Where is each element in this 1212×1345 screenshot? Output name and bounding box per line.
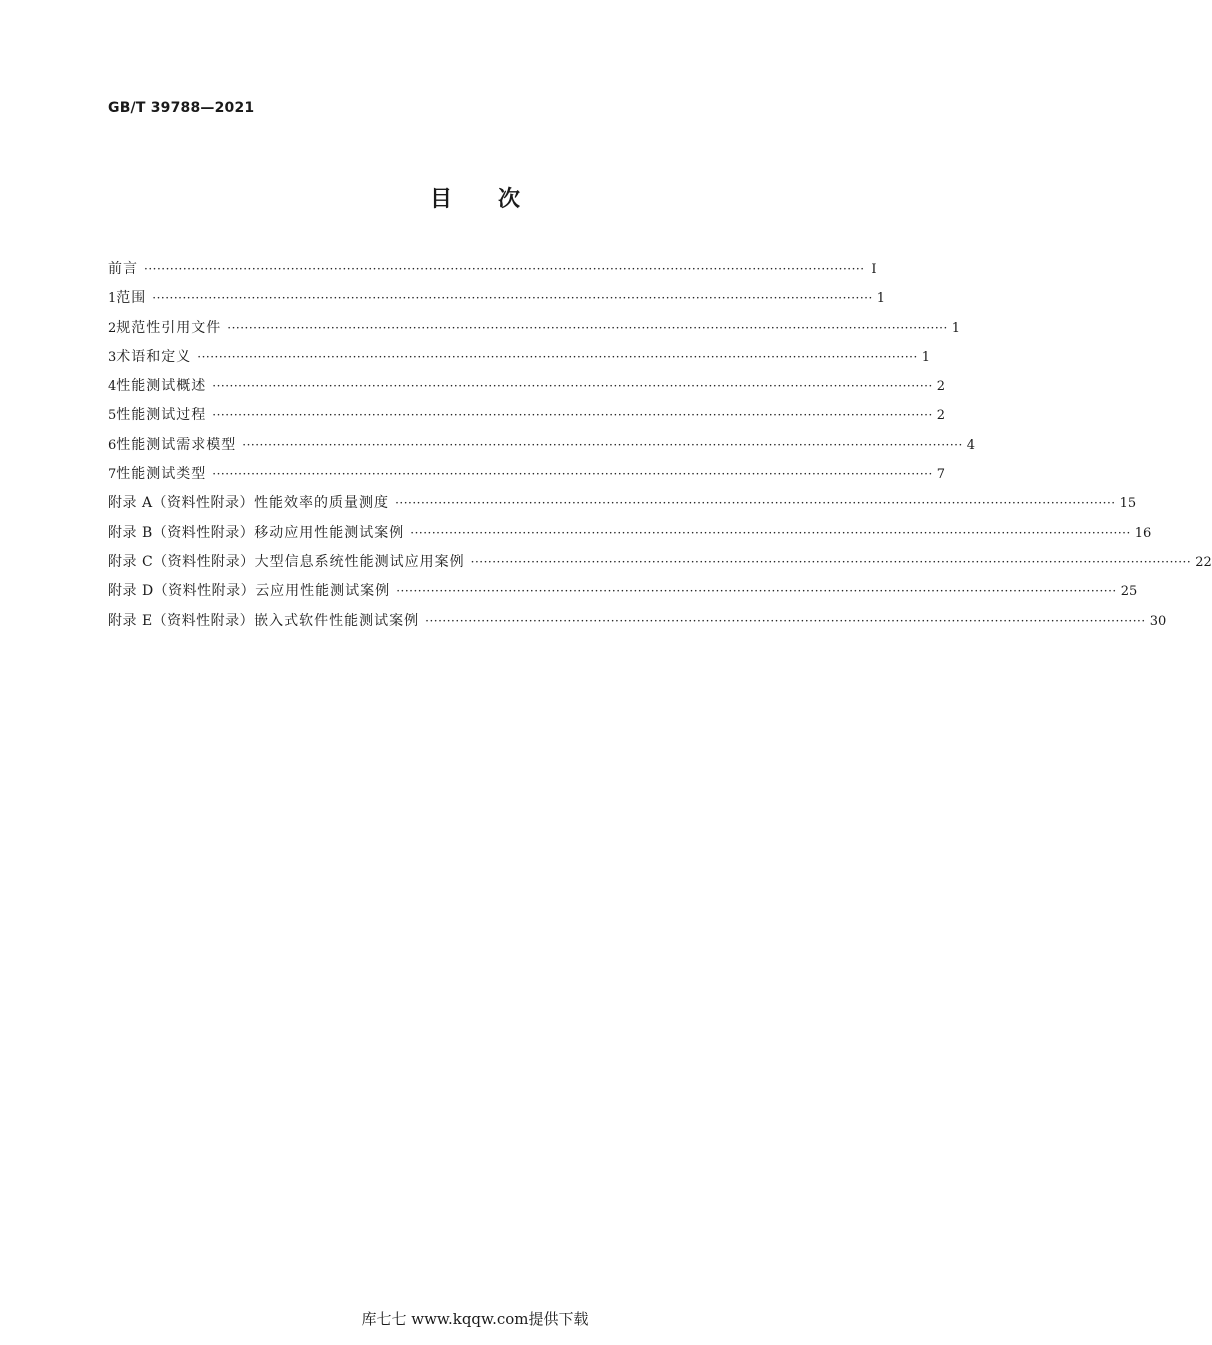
- toc-leader-dots: ·······································································································································································: [144, 262, 865, 276]
- toc-page-number: 7: [936, 467, 946, 483]
- toc-entry-1[interactable]: [108, 287, 886, 316]
- title-char-1: 目: [429, 187, 452, 212]
- toc-page-number: 2: [936, 408, 946, 424]
- toc-entry-appendix-d[interactable]: [108, 580, 1138, 609]
- toc-leader-dots: ·······································································································································································: [212, 408, 933, 423]
- toc-leader-dots: ·······································································································································································: [470, 554, 1192, 569]
- toc-entry-label: 术语和定义: [116, 348, 192, 365]
- toc-entry-label: 规范性引用文件: [116, 319, 222, 336]
- toc-entry-4[interactable]: [108, 375, 946, 404]
- toc-leader-dots: ·······································································································································································: [410, 525, 1131, 540]
- toc-entry-appendix-c[interactable]: [108, 551, 1212, 580]
- toc-entry-number: 7: [108, 467, 117, 483]
- toc-entry-label: 移动应用性能测试案例: [254, 524, 405, 541]
- toc-entry-number: 1: [108, 291, 117, 307]
- page-title: [0, 182, 950, 213]
- toc-entry-label: 性能效率的质量测度: [254, 495, 390, 512]
- toc-page-number: 2: [936, 379, 946, 395]
- toc-entry-5[interactable]: [108, 404, 946, 433]
- toc-entry-label: 范围: [116, 290, 147, 307]
- toc-entry-number: 3: [108, 349, 117, 365]
- toc-entry-label: 性能测试类型: [116, 466, 207, 483]
- toc-appendix-prefix: 附录 A（资料性附录）: [108, 495, 255, 512]
- toc-entry-2[interactable]: [108, 317, 961, 346]
- toc-appendix-prefix: 附录 E（资料性附录）: [108, 612, 255, 629]
- toc-entry-7[interactable]: [108, 463, 946, 492]
- toc-entry-label: 嵌入式软件性能测试案例: [254, 612, 420, 629]
- toc-leader-dots: ·······································································································································································: [396, 584, 1117, 599]
- toc-appendix-prefix: 附录 D（资料性附录）: [108, 583, 256, 600]
- toc-page-number: 25: [1120, 584, 1138, 600]
- toc-leader-dots: ·······································································································································································: [197, 349, 918, 364]
- standard-code: GB/T 39788—2021: [108, 100, 255, 116]
- toc-page-number: 16: [1134, 525, 1152, 541]
- toc-entry-appendix-e[interactable]: [108, 610, 1167, 639]
- toc-leader-dots: ·······································································································································································: [395, 496, 1116, 511]
- toc-entry-appendix-b[interactable]: [108, 522, 1152, 551]
- toc-page-number: 1: [876, 291, 886, 307]
- toc-entry-label: 性能测试过程: [116, 407, 207, 424]
- toc-page-number: 4: [966, 437, 976, 453]
- toc-appendix-prefix: 附录 C（资料性附录）: [108, 553, 255, 570]
- toc-page-number: 30: [1149, 613, 1167, 629]
- toc-entry-label: 大型信息系统性能测试应用案例: [254, 553, 465, 570]
- toc-entry-number: 2: [108, 320, 117, 336]
- table-of-contents: [108, 258, 1212, 639]
- toc-entry-6[interactable]: [108, 434, 976, 463]
- toc-page-number: Ⅰ: [871, 262, 877, 277]
- toc-leader-dots: ·······································································································································································: [242, 437, 963, 452]
- toc-entry-appendix-a[interactable]: [108, 492, 1137, 521]
- toc-leader-dots: ·······································································································································································: [425, 613, 1146, 628]
- toc-leader-dots: ·······································································································································································: [227, 320, 948, 335]
- toc-entry-label: 前言: [108, 261, 138, 277]
- toc-entry-3[interactable]: [108, 346, 931, 375]
- toc-page-number: 1: [951, 320, 961, 336]
- toc-page-number: 22: [1195, 554, 1212, 570]
- toc-entry-label: 性能测试概述: [116, 378, 207, 395]
- toc-entry-label: 性能测试需求模型: [116, 436, 237, 453]
- toc-leader-dots: ·······································································································································································: [152, 291, 873, 306]
- toc-entry-label: 云应用性能测试案例: [255, 583, 391, 600]
- toc-entry-number: 6: [108, 437, 117, 453]
- title-char-2: 次: [498, 187, 521, 212]
- toc-page-number: 15: [1119, 496, 1137, 512]
- toc-entry-number: 4: [108, 379, 117, 395]
- toc-appendix-prefix: 附录 B（资料性附录）: [108, 524, 255, 541]
- toc-leader-dots: ·······································································································································································: [212, 379, 933, 394]
- download-footer: 库七七 www.kqqw.com提供下载: [361, 1310, 589, 1328]
- toc-page-number: 1: [921, 349, 931, 365]
- toc-entry-foreword[interactable]: [108, 258, 877, 287]
- toc-leader-dots: ·······································································································································································: [212, 467, 933, 482]
- toc-entry-number: 5: [108, 408, 117, 424]
